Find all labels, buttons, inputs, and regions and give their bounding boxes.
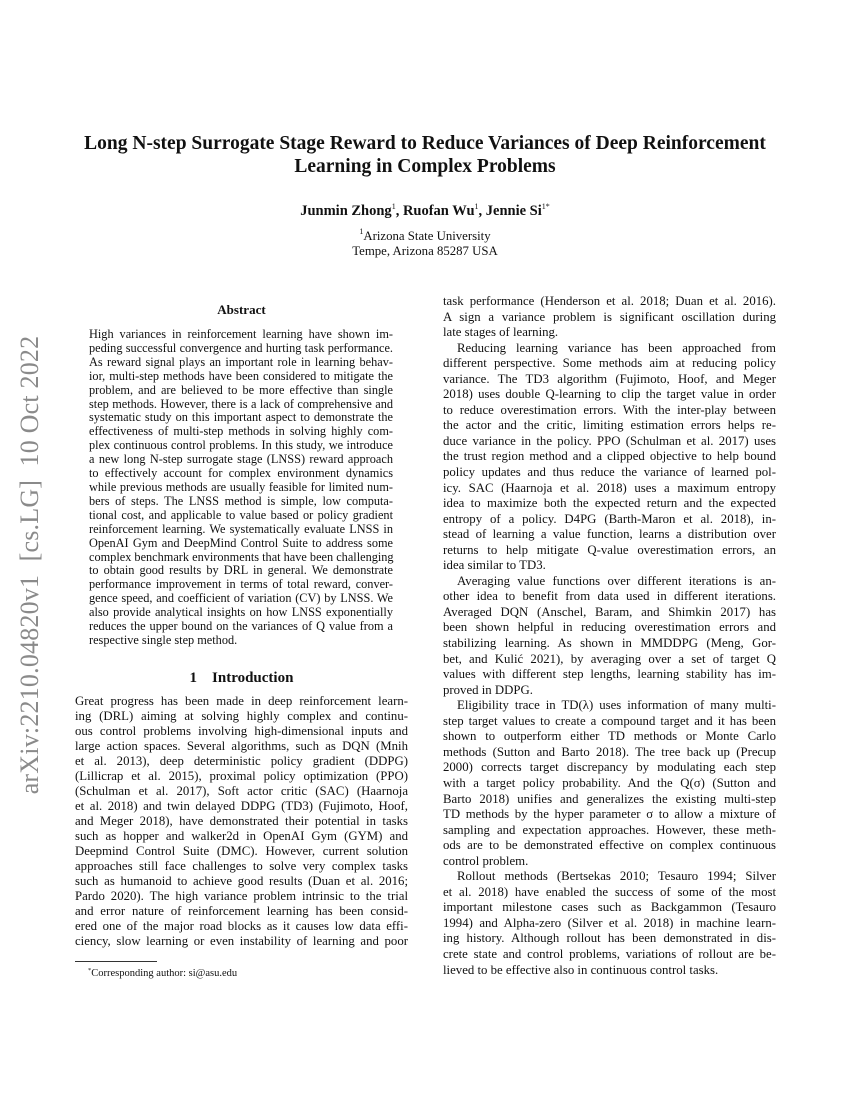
text-line: with a target policy probability. And the Q(σ) (Sutton and xyxy=(443,775,776,790)
section-number: 1 xyxy=(189,670,198,686)
text-line: step methods. However, there is a lack of comprehensive and xyxy=(89,396,393,411)
text-line: stabilizing learning. As shown in MMDDPG (Meng, Gor- xyxy=(443,636,776,651)
text-line: late stages of learning. xyxy=(443,325,559,340)
text-line: approaches still face challenges to solve very complex tasks xyxy=(75,859,408,873)
text-line: policy updates and thus reduce the variance of learned pol- xyxy=(443,465,776,480)
text-line: respective single step method. xyxy=(89,632,238,647)
text-line: to obtain good results by DRL in general. We demonstrate xyxy=(89,563,393,578)
text-line: lieved to be effective also in continuous control tasks. xyxy=(443,962,719,977)
text-line: other idea to benefit from data used in different iterations. xyxy=(443,589,776,604)
text-line: large action spaces. Several algorithms, such as DQN (Mnih xyxy=(75,739,408,753)
text-line: ered one of the major road blocks as it causes low data effi- xyxy=(75,919,408,933)
text-line: performance improvement in terms of total reward, conver- xyxy=(89,577,393,592)
text-line: complex benchmark environments that have been challenging xyxy=(89,549,394,564)
text-line: Deepmind Control Suite (DMC). However, current solution xyxy=(75,844,408,858)
text-line: sampling and expectation approaches. However, these meth- xyxy=(443,822,776,837)
text-line: and error nature of reinforcement learning has been consid- xyxy=(75,904,408,918)
text-line: A sign a variance problem is significant oscillation during xyxy=(443,309,776,324)
footnote-rule xyxy=(75,961,157,962)
text-line: ods are to be demonstrated effective on complex continuous xyxy=(443,838,776,853)
text-line: tional cost, and applicable to value based or policy gradient xyxy=(89,507,393,522)
text-line: the trust region method and a clipped objective to help bound xyxy=(443,449,776,464)
text-line: ior, multi-step methods have been considered to mitigate the xyxy=(89,368,393,383)
text-line: while previous methods are usually feasible for limited num- xyxy=(89,479,393,494)
author-separator: , xyxy=(395,203,403,219)
text-line: Eligibility trace in TD(λ) uses information of many multi- xyxy=(457,698,776,713)
text-line: Pardo 2020). The high variance problem intrinsic to the trial xyxy=(75,889,408,903)
text-line: As reward signal plays an important role in learning behav- xyxy=(89,354,393,369)
text-line: reinforcement learning. We systematically evaluate LNSS in xyxy=(89,521,393,536)
text-line: Great progress has been made in deep reinforcement learn- xyxy=(75,694,408,708)
text-line: shown to outperform either TD methods or Monte Carlo xyxy=(443,729,776,744)
text-line: control problem. xyxy=(443,853,529,868)
text-line: peding successful convergence and hurting task performance. xyxy=(89,340,393,355)
section-title: Introduction xyxy=(212,670,294,686)
text-line: Barto 2018) unifies and generalizes the existing multi-step xyxy=(443,791,776,806)
text-line: different perspective. Some methods aim at reducing policy xyxy=(443,356,776,371)
text-line: such as humanoid to achieve good results (Duan et al. 2016; xyxy=(75,874,408,888)
text-line: systematic study on this important aspect to demonstrate the xyxy=(89,410,393,425)
text-line: entropy of a policy. D4PG (Barth-Maron et al. 2018), in- xyxy=(443,511,776,526)
text-line: icy. SAC (Haarnoja et al. 2018) uses a maximum entropy xyxy=(443,480,776,495)
author-name: Ruofan Wu xyxy=(402,203,475,219)
text-line: reduces the upper bound on the variances of Q value from a xyxy=(89,619,393,634)
paragraph xyxy=(89,328,393,648)
text-line: crete state and control problems, variations of rollout are be- xyxy=(443,946,776,961)
text-line: the actor and the critic, limiting estimation errors helps re- xyxy=(443,418,776,433)
author-affiliation-mark: 1* xyxy=(541,202,550,211)
text-line: task performance (Henderson et al. 2018; Duan et al. 2016). xyxy=(443,294,776,308)
affiliation-mark: 1 xyxy=(359,227,364,236)
text-line: stead of learning a value function, learns a distribution over xyxy=(443,527,776,542)
text-line: problem, and are believed to be more effective than single xyxy=(89,382,393,397)
text-line: to effectively account for complex environment dynamics xyxy=(89,466,393,481)
text-line: variance. The TD3 algorithm (Fujimoto, Hoof, and Meger xyxy=(443,371,776,386)
text-line: proved in DDPG. xyxy=(443,682,533,697)
institution-address: Tempe, Arizona 85287 USA xyxy=(352,244,498,258)
text-line: bers of steps. The LNSS method is simple, low computa- xyxy=(89,493,393,508)
footnote-text: Corresponding author: si@asu.edu xyxy=(91,968,238,979)
author-affiliation-mark: 1 xyxy=(474,202,479,211)
text-line: et al. 2018) and twin delayed DDPG (TD3) (Fujimoto, Hoof, xyxy=(75,799,408,813)
text-line: High variances in reinforcement learning have shown im- xyxy=(89,327,393,341)
text-line: also provide analytical insights on how LNSS exponentially xyxy=(89,605,393,620)
paragraph xyxy=(443,341,776,574)
author-affiliation-mark: 1 xyxy=(391,202,396,211)
text-line: values with different step lengths, learning stability has im- xyxy=(443,667,776,682)
text-line: Rollout methods (Bertsekas 2010; Tesauro 1994; Silver xyxy=(457,869,776,884)
text-line: Averaged DQN (Anschel, Baram, and Shimkin 2017) has xyxy=(443,604,776,619)
text-line: 1994) and Alpha-zero (Silver et al. 2018) in machine learn- xyxy=(443,915,776,930)
arxiv-identifier-stamp: arXiv:2210.04820v1 [cs.LG] 10 Oct 2022 xyxy=(15,335,44,795)
text-line: plex continuous control problems. In this study, we introduce xyxy=(89,438,393,453)
text-line: 2000) corrects target discrepancy by modulating each step xyxy=(443,760,776,775)
text-line: to reduce overestimation errors. With the inter-play between xyxy=(443,402,776,417)
text-line: (Schulman et al. 2017), Soft actor critic (SAC) (Haarnoja xyxy=(75,784,408,798)
text-line: ciency, slow learning or even instability of learning and poor xyxy=(75,934,408,948)
text-line: TD methods by the hyper parameter σ to allow a mixture of xyxy=(443,807,776,822)
text-line: bet, and Kulić 2021), by averaging over a set of target Q xyxy=(443,651,776,666)
text-line: step target values to create a compound target and it has been xyxy=(443,713,776,728)
paper-title-line-1: Long N-step Surrogate Stage Reward to Reduce Variances of Deep Reinforcement xyxy=(84,133,766,154)
text-line: OpenAI Gym and DeepMind Control Suite to address some xyxy=(89,535,393,550)
text-line: Averaging value functions over different iterations is an- xyxy=(457,573,776,588)
text-line: et al. 2013), deep deterministic policy gradient (DDPG) xyxy=(75,754,408,768)
introduction-body-left xyxy=(75,694,408,949)
text-line: duce variance in the policy. PPO (Schulman et al. 2017) uses xyxy=(443,433,776,448)
paragraph xyxy=(443,574,776,698)
paragraph xyxy=(443,698,776,869)
paper-title-line-2: Learning in Complex Problems xyxy=(294,156,556,177)
abstract-body xyxy=(89,328,393,648)
paragraph xyxy=(443,294,776,341)
text-line: et al. 2018) have enabled the success of some of the most xyxy=(443,884,776,899)
text-line: such as hopper and walker2d in OpenAI Gym (GYM) and xyxy=(75,829,408,843)
section-heading-introduction xyxy=(75,669,408,687)
paragraph xyxy=(75,694,408,949)
text-line: ing history. Although rollout has been demonstrated in dis- xyxy=(443,931,776,946)
footnote-mark: * xyxy=(88,967,92,974)
text-line: been shown helpful in reducing overestimation errors and xyxy=(443,620,776,635)
text-line: ous control problems involving high-dimensional inputs and xyxy=(75,724,408,738)
text-line: and Meger 2018), have demonstrated their potential in tasks xyxy=(75,814,408,828)
text-line: idea to maximize both the expected return and the expected xyxy=(443,496,776,511)
text-line: a new long N-step surrogate stage (LNSS) reward approach xyxy=(89,452,393,467)
institution: Arizona State University xyxy=(363,229,491,243)
text-line: (Lillicrap et al. 2015), proximal policy optimization (PPO) xyxy=(75,769,408,783)
author-separator: , xyxy=(478,203,486,219)
text-line: idea similar to TD3. xyxy=(443,558,546,573)
text-line: Reducing learning variance has been approached from xyxy=(457,340,776,355)
text-line: gence speed, and coefficient of variation (CV) by LNSS. We xyxy=(89,591,393,606)
text-line: 2018) uses double Q-learning to clip the target value in order xyxy=(443,387,776,402)
paper-title xyxy=(0,132,850,178)
text-line: ing (DRL) aiming at solving highly complex and continu- xyxy=(75,709,408,723)
text-line: important milestone cases such as Backgammon (Tesauro xyxy=(443,900,776,915)
author-name: Jennie Si xyxy=(485,203,542,219)
footnote xyxy=(88,964,237,980)
affiliation xyxy=(0,224,850,259)
introduction-body-right xyxy=(443,294,776,978)
text-line: methods (Sutton and Barto 2018). The tree back up (Precup xyxy=(443,744,776,759)
author-list xyxy=(0,198,850,220)
author-name: Junmin Zhong xyxy=(300,203,392,219)
paragraph xyxy=(443,869,776,978)
text-line: returns to help mitigate Q-value overestimation errors, an xyxy=(443,542,776,557)
text-line: effectiveness of multi-step methods in solving highly com- xyxy=(89,424,393,439)
abstract-heading: Abstract xyxy=(217,302,266,317)
